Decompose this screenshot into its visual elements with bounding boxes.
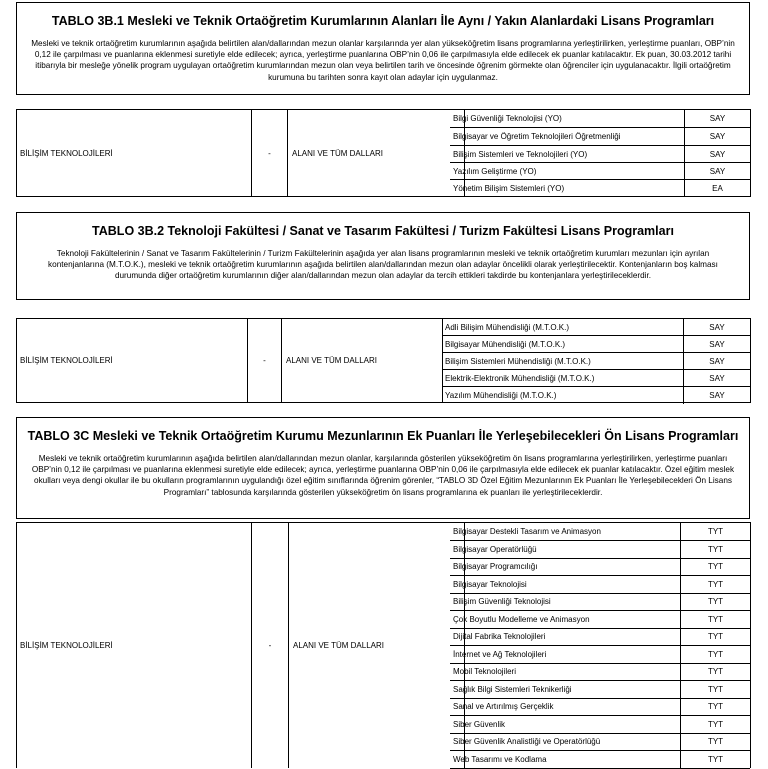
program-name: Yazılım Mühendisliği (M.T.O.K.) xyxy=(442,387,684,404)
program-name: Mobil Teknolojileri xyxy=(450,664,681,681)
program-name: Bilgisayar Teknolojisi xyxy=(450,576,681,593)
table-row xyxy=(450,611,750,629)
program-name: Siber Güvenlik Analistliği ve Operatörlüğü xyxy=(450,734,681,751)
table-3b1-alan-cell: BİLİŞİM TEKNOLOJİLERİ xyxy=(17,110,252,196)
score-type: TYT xyxy=(707,632,724,642)
score-type: TYT xyxy=(707,579,724,589)
table-3b2-dash-cell: - xyxy=(248,319,282,402)
table-3b1-header-box xyxy=(16,2,750,95)
table-3c-grid xyxy=(16,522,751,768)
score-type: SAY xyxy=(709,149,726,159)
table-row xyxy=(450,751,750,769)
score-type: TYT xyxy=(707,649,724,659)
table-row xyxy=(450,523,750,541)
table-row xyxy=(450,576,750,594)
score-type: TYT xyxy=(707,597,724,607)
program-name: Bilişim Güvenliği Teknolojisi xyxy=(450,594,681,611)
score-type: TYT xyxy=(707,614,724,624)
table-3b1-dash-cell: - xyxy=(252,110,288,196)
table-3c-dash-cell: - xyxy=(252,523,289,768)
score-type: TYT xyxy=(707,684,724,694)
score-type: TYT xyxy=(707,527,724,536)
table-row xyxy=(442,353,750,370)
score-type: TYT xyxy=(707,562,724,572)
table-3b2-grid xyxy=(16,318,751,403)
table-row xyxy=(442,319,750,336)
table-row xyxy=(450,128,750,146)
table-row xyxy=(450,664,750,682)
program-name: Bilişim Sistemleri Mühendisliği (M.T.O.K.) xyxy=(442,353,684,369)
table-row xyxy=(450,699,750,717)
program-name: Sağlık Bilgi Sistemleri Teknikerliği xyxy=(450,681,681,698)
table-3b1-program-list xyxy=(450,110,750,196)
table-3b2-title: TABLO 3B.2 Teknoloji Fakültesi / Sanat ve Tasarım Fakültesi / Turizm Fakültesi Lisans Programları xyxy=(92,224,674,238)
score-type: SAY xyxy=(709,391,725,400)
score-type: TYT xyxy=(707,719,724,729)
table-3c-alan-cell: BİLİŞİM TEKNOLOJİLERİ xyxy=(17,523,252,768)
score-type: TYT xyxy=(707,544,724,554)
table-3b1-title: TABLO 3B.1 Mesleki ve Teknik Ortaöğretim Kurumlarının Alanları İle Aynı / Yakın Alanlardaki Lisans Programları xyxy=(51,14,715,28)
score-type: SAY xyxy=(709,166,726,176)
table-3b2-description: Teknoloji Fakültelerinin / Sanat ve Tasarım Fakültelerinin / Turizm Fakültelerinin aşağıda yer alan lisans programlarının mesleki ve teknik ortaöğretim kurumları mezunları için ayrılan kontenjanlarına (M.T.O.K.), mesleki ve teknik ortaöğretim kurumlarının aşağıda belirtilen alan/dallarından mezun olan adaylar öncelikli olarak yerleştirilecektir. Kontenjanların boş kalması durumunda diğer ortaöğretim kurumlarının diğer alan/dallarından mezun olan adaylar da tercih ettikleri takdirde bu kontenjanlara yerleştirileceklerdir. xyxy=(48,249,718,281)
table-row xyxy=(450,716,750,734)
program-name: Sanal ve Artırılmış Gerçeklik xyxy=(450,699,681,716)
program-name: Adli Bilişim Mühendisliği (M.T.O.K.) xyxy=(442,319,684,335)
table-3c-description: Mesleki ve teknik ortaöğretim kurumlarının aşağıda belirtilen alan/dallarından mezun olanlar, karşılarında gösterilen yükseköğretim ön lisans programlarına yerleştirilirken, yerleştirme puanları OBP’nin 0,12 ile çarpılması ve puanlarına eklenmesi suretiyle elde edilecek; ayrıca, yerleştirme puanlarına OBP’nin 0,06 ile çarpılmasıyla elde edilecek ek puanlar katılacaktır. Özel eğitim meslek okulları veya dengi okullar ile bu okulların programlarının uygulandığı özel eğitim sınıflarında öğrenim görenler, “TABLO 3D Özel Eğitim Mezunlarının Ek Puanları İle Yerleşebilecekleri Ön Lisans Programları” tablosunda karşılarında gösterilen yükseköğretim ön lisans programlarına ek puanları ile yerleştirileceklerdir. xyxy=(31,454,735,497)
table-row xyxy=(450,629,750,647)
program-name: Yönetim Bilişim Sistemleri (YO) xyxy=(450,180,685,197)
program-name: Web Tasarımı ve Kodlama xyxy=(450,751,681,768)
program-name: Bilgisayar ve Öğretim Teknolojileri Öğretmenliği xyxy=(450,128,685,145)
program-name: Bilgi Güvenliği Teknolojisi (YO) xyxy=(450,110,685,127)
program-name: Elektrik-Elektronik Mühendisliği (M.T.O.K.) xyxy=(442,370,684,386)
table-3b1-dal-cell: ALANI VE TÜM DALLARI xyxy=(288,110,465,196)
score-type: TYT xyxy=(707,702,724,712)
table-3c-header-box xyxy=(16,417,750,519)
score-type: TYT xyxy=(707,737,724,747)
score-type: SAY xyxy=(709,114,726,123)
score-type: SAY xyxy=(709,132,726,141)
program-name: Siber Güvenlik xyxy=(450,716,681,733)
table-row xyxy=(450,541,750,559)
program-name: Dijital Fabrika Teknolojileri xyxy=(450,629,681,646)
program-name: Bilişim Sistemleri ve Teknolojileri (YO) xyxy=(450,146,685,162)
score-type: SAY xyxy=(709,356,725,366)
table-3c-program-list xyxy=(450,523,750,768)
score-type: SAY xyxy=(709,339,725,349)
program-name: Çok Boyutlu Modelleme ve Animasyon xyxy=(450,611,681,628)
program-name: Bilgisayar Operatörlüğü xyxy=(450,541,681,558)
table-row xyxy=(450,681,750,699)
table-row xyxy=(442,336,750,353)
program-name: Bilgisayar Mühendisliği (M.T.O.K.) xyxy=(442,336,684,352)
score-type: EA xyxy=(712,184,723,193)
table-3b1-grid xyxy=(16,109,751,197)
table-row xyxy=(450,646,750,664)
table-row xyxy=(450,146,750,163)
program-name: İnternet ve Ağ Teknolojileri xyxy=(450,646,681,663)
table-3b2-program-list xyxy=(442,319,750,402)
table-row xyxy=(450,163,750,180)
table-3b2-header-box xyxy=(16,212,750,300)
table-3c-dal-cell: ALANI VE TÜM DALLARI xyxy=(289,523,465,768)
table-row xyxy=(442,370,750,387)
table-3b2-dal-cell: ALANI VE TÜM DALLARI xyxy=(282,319,443,402)
score-type: TYT xyxy=(707,667,724,677)
program-name: Bilgisayar Programcılığı xyxy=(450,559,681,576)
table-3c-title: TABLO 3C Mesleki ve Teknik Ortaöğretim Kurumu Mezunlarının Ek Puanları İle Yerleşebilecekleri Ön Lisans Programları xyxy=(27,429,739,443)
score-type: SAY xyxy=(709,322,725,332)
table-row xyxy=(442,387,750,404)
score-type: SAY xyxy=(709,373,725,383)
table-row xyxy=(450,594,750,612)
program-name: Bilgisayar Destekli Tasarım ve Animasyon xyxy=(450,523,681,540)
table-3b1-description: Mesleki ve teknik ortaöğretim kurumlarının aşağıda belirtilen alan/dallarından mezun olanlar karşılarında yer alan yükseköğretim lisans programlarına yerleştirilirken, yerleştirme puanları, OBP’nin 0,12 ile çarpılması ve puanlarına eklenmesi suretiyle elde edilecek; ayrıca, yerleştirme puanlarına OBP’nin 0,06 ile çarpılmasıyla elde edilecek ek puanlar katılacaktır. Ek puan, 30.03.2012 tarihi itibarıyla bir mesleğe yönelik program uygulayan ortaöğretim kurumlarından mezun olan veya belirtilen tarih ve öncesinde öğrenim görmekte olan öğrenciler için uygulanacaktır. İlgili ortaöğretim kurumuna bu tarihten sonra kayıt olan adaylar için uygulanmaz. xyxy=(31,39,735,82)
table-row xyxy=(450,110,750,128)
table-row xyxy=(450,559,750,577)
table-3b2-alan-cell: BİLİŞİM TEKNOLOJİLERİ xyxy=(17,319,248,402)
table-row xyxy=(450,734,750,752)
table-row xyxy=(450,180,750,197)
score-type: TYT xyxy=(707,755,724,764)
program-name: Yazılım Geliştirme (YO) xyxy=(450,163,685,179)
